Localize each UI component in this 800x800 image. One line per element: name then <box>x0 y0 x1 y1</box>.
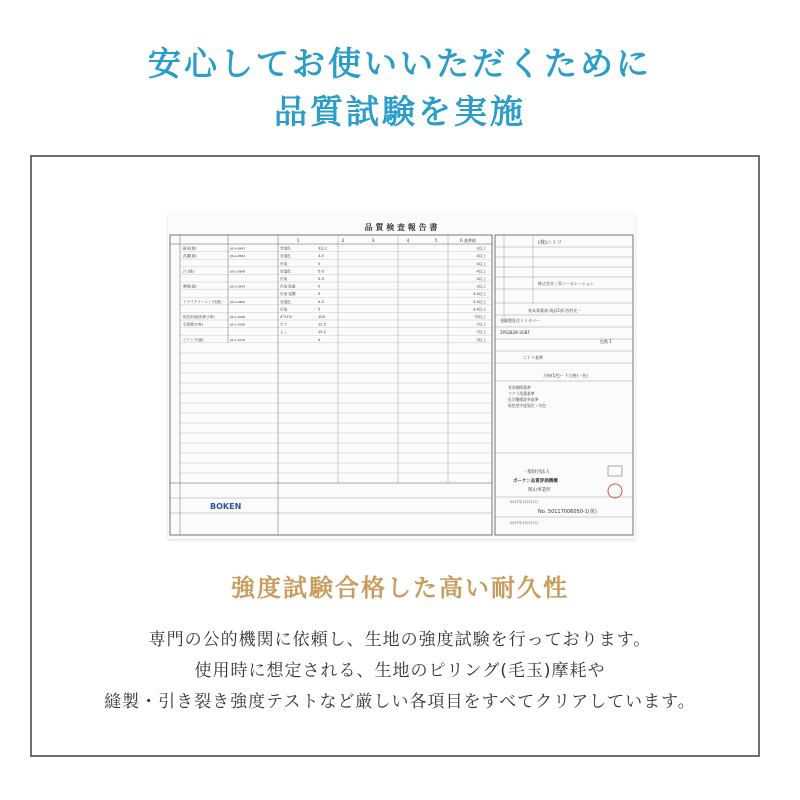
report-row-item: 引裂強さ(N) <box>183 322 203 327</box>
report-column-header: 6 基準値 <box>460 238 476 243</box>
report-row-result-type: 汚染 <box>280 261 288 266</box>
report-row-value: 15.2 <box>318 330 327 335</box>
report-rows <box>180 246 492 343</box>
official-stamp <box>608 466 622 476</box>
report-code: 2PS2828-3GBT <box>500 330 530 335</box>
report-purpose: ニトリ基準 <box>523 355 543 360</box>
report-column-header: 4 <box>406 238 410 243</box>
report-row-result-type: 変退色 <box>280 246 291 251</box>
report-row-standard: 3以上 <box>476 337 486 342</box>
report-row-result-type: 汚染 <box>280 277 288 281</box>
report-row-value: 4 <box>318 337 321 342</box>
report-row-result-type: たて <box>280 322 288 327</box>
body-line-2: 使用時に想定される、生地のピリング(毛玉)摩耗や <box>194 661 606 681</box>
report-row-method: JIS-L-0848 <box>230 269 246 274</box>
report-column-headers <box>170 237 492 244</box>
report-date-1: 2017年12月27日 <box>510 500 539 504</box>
report-row-value: 5 <box>318 307 321 312</box>
report-judgement: 合格(1色)・不合格(一色) <box>543 373 588 378</box>
report-row-item: ドライクリーニング(級) <box>183 299 222 304</box>
report-row-method: JIS-L-0849 <box>230 284 246 289</box>
report-row-method: JIS-L-1076 <box>230 337 246 342</box>
report-note: マクラ洗濯基準 <box>508 391 535 396</box>
report-row-item: ピリング(級) <box>183 337 204 342</box>
report-row-method: JIS-L-1096 <box>230 315 246 319</box>
report-row-standard: 7以上 <box>476 330 486 335</box>
heading-line-2: 品質試験を実施 <box>274 92 526 131</box>
subheading: 強度試験合格した高い耐久性 <box>231 574 569 602</box>
report-org-line1: 一般財団法人 <box>523 470 550 475</box>
report-date-2: 2017年12月27日 <box>510 521 539 525</box>
report-note: 有効期間基準 <box>508 385 531 390</box>
report-row-standard: 70以上 <box>474 315 486 319</box>
report-row-standard: 3以上 <box>476 246 486 251</box>
body-line-3: 縫製・引き裂き強度テストなど厳しい各項目をすべてクリアしています。 <box>104 692 696 712</box>
report-row-result-type: よこ <box>280 330 288 335</box>
report-row-value: 5 <box>318 261 321 266</box>
body-line-1: 専門の公的機関に依頼し、生地の強度試験を行っております。 <box>148 630 652 650</box>
boken-logo: BOKEN <box>210 502 242 511</box>
report-row-standard: 3-4以上 <box>472 299 486 304</box>
report-title: 品 質 検 査 報 告 書 <box>364 223 438 232</box>
report-org-line3: 関山事業所 <box>528 488 551 493</box>
report-row-item: 抵抗率(地糸伸び率) <box>183 315 215 319</box>
report-row-item: 耐光(級) <box>183 246 197 251</box>
report-row-result-type: 変退色 <box>280 254 291 259</box>
heading-line-1: 安心してお使いいただくために <box>148 44 652 83</box>
report-row-value: 5 <box>318 292 321 297</box>
report-row-standard: 7以上 <box>476 322 486 327</box>
report-row-item: 洗濯(級) <box>183 254 197 259</box>
report-row-result-type: 4°51% <box>280 315 293 319</box>
report-column-header: 2 <box>341 238 345 243</box>
report-number: No. 50117006050-1(黄) <box>538 509 597 515</box>
report-row-item: 汗 (級) <box>183 269 195 274</box>
report-row-result-type: 変退色 <box>280 299 291 304</box>
report-row-item: 摩擦(級) <box>183 284 197 289</box>
report-row-result-type: 汚染 <box>280 307 288 312</box>
report-row-value: 5-5 <box>318 269 324 274</box>
report-row-standard: 4以上 <box>476 261 486 266</box>
report-row-value: 4-5 <box>318 254 324 259</box>
report-sample: 金属製乳付ドミカバー <box>500 318 540 323</box>
report-org-line2: ボーケン品質評価機構 <box>513 479 558 484</box>
report-product: 家具事業部 商品2部 西村光一 <box>528 308 582 313</box>
report-row-method: JIS-L-0844 <box>230 254 246 259</box>
report-row-standard: 3以上 <box>476 284 486 289</box>
report-row-method: JIS-L-1096 <box>230 322 246 327</box>
report-row-standard: 3-4以上 <box>472 307 486 312</box>
report-row-standard: 4以上 <box>476 277 486 281</box>
report-row-standard: 4以上 <box>476 254 486 259</box>
report-row-standard: 4以上 <box>476 269 486 274</box>
official-seal <box>608 484 622 498</box>
report-row-method: JIS-L-0842 <box>230 246 246 251</box>
report-row-method: JIS-L-0860 <box>230 299 246 304</box>
report-note: 染色堅牢度規定・衣色 <box>508 403 546 408</box>
report-note: 化学繊維混率基準 <box>508 397 539 402</box>
report-client: 株式会社三栄コーポレーション <box>538 281 594 286</box>
report-color-count: 色数 1 <box>600 339 612 344</box>
report-row-result-type: 汚染 湿潤 <box>280 292 296 297</box>
report-column-header: 1 <box>296 238 300 243</box>
report-row-result-type: 汚染 乾燥 <box>280 284 296 289</box>
report-row-value: 3以上 <box>318 246 328 251</box>
report-row-value: 12.5 <box>318 322 327 327</box>
report-column-header: 3 <box>371 238 375 243</box>
report-row-value: 5 <box>318 284 321 289</box>
report-column-header: 5 <box>434 238 438 243</box>
report-company: (株)ニトリ <box>538 240 562 246</box>
quality-report-image <box>168 213 635 539</box>
report-row-result-type: 変退色 <box>280 269 291 274</box>
report-row-value: 100 <box>318 315 325 319</box>
report-row-standard: 3-4以上 <box>472 292 486 297</box>
report-row-value: 4-5 <box>318 299 324 304</box>
report-row-value: 5-5 <box>318 277 324 281</box>
